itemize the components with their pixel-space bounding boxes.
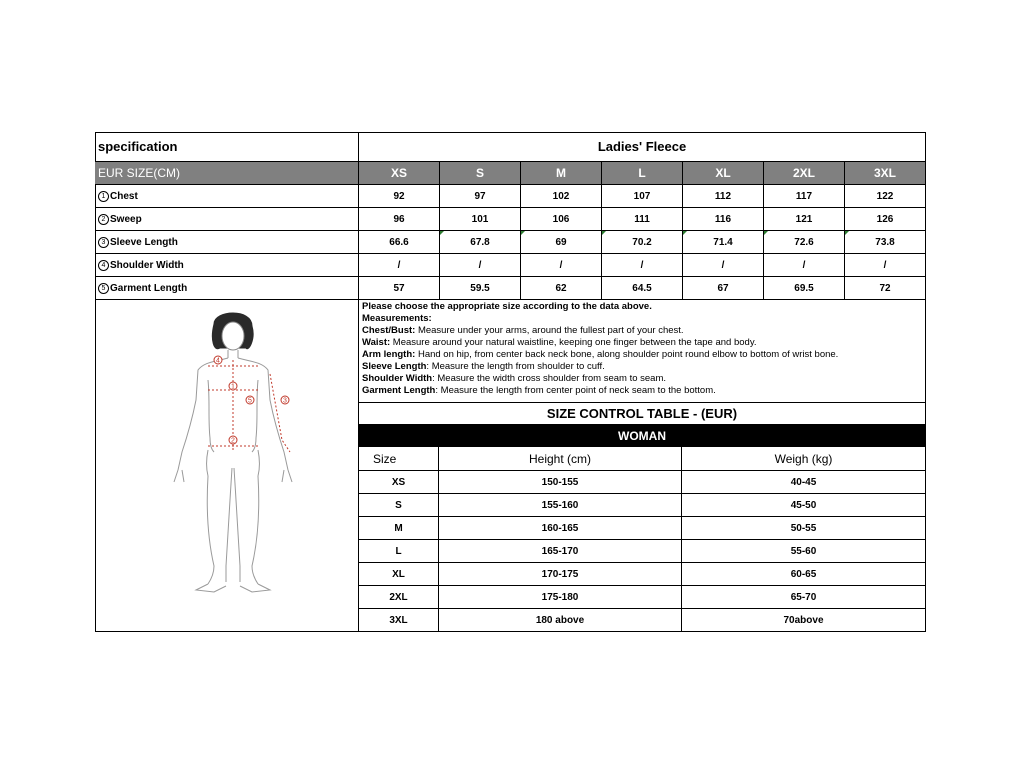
notes-intro: Please choose the appropriate size according to the data above. [362,301,652,312]
control-header-2: Weigh (kg) [682,447,926,471]
spec-value-cell: 66.6 [359,231,440,254]
spec-row-name: Chest [110,190,138,202]
size-header-2: M [521,162,602,185]
cell-note-marker [602,231,606,235]
spec-value-cell: 101 [440,208,521,231]
spec-value-cell: 57 [359,277,440,300]
product-title: Ladies' Fleece [359,132,926,162]
marker-1: 1 [231,383,235,391]
spec-row-label [95,208,359,231]
spec-value-cell: 71.4 [683,231,764,254]
cell-note-marker [440,231,444,235]
control-cell: 65-70 [682,586,926,609]
marker-5: 5 [248,397,252,405]
spec-value-cell: 59.5 [440,277,521,300]
control-cell: 160-165 [439,517,682,540]
spec-value-cell: 112 [683,185,764,208]
spec-value-cell: 111 [602,208,683,231]
control-cell: 175-180 [439,586,682,609]
control-table-title: SIZE CONTROL TABLE - (EUR) [359,403,926,425]
spec-row-name: Sweep [110,213,142,225]
control-cell: 45-50 [682,494,926,517]
spec-value-cell: 121 [764,208,845,231]
control-cell: 170-175 [439,563,682,586]
note-text: : Measure the width cross shoulder from seam to seam. [432,373,667,384]
spec-value-cell: 96 [359,208,440,231]
spec-value-cell: 97 [440,185,521,208]
size-header-5: 2XL [764,162,845,185]
spec-value-cell: 69.5 [764,277,845,300]
spec-value-cell: 117 [764,185,845,208]
size-header-3: L [602,162,683,185]
spec-value-cell: 67.8 [440,231,521,254]
spec-row-label [95,231,359,254]
spec-value-cell: / [683,254,764,277]
note-text: : Measure the length from center point of neck seam to the bottom. [435,385,716,396]
size-header-0: XS [359,162,440,185]
control-cell: 165-170 [439,540,682,563]
note-items [362,325,922,397]
spec-value-cell: 116 [683,208,764,231]
cell-note-marker [683,231,687,235]
control-cell: 70above [682,609,926,632]
control-cell: 180 above [439,609,682,632]
spec-value-cell: / [359,254,440,277]
measurement-notes [359,300,926,403]
spec-value-cell: 72 [845,277,926,300]
size-chart-sheet [95,132,926,632]
spec-value-cell: 67 [683,277,764,300]
row-number-icon: 5 [98,283,109,294]
note-item [362,349,922,361]
spec-value-cell: 126 [845,208,926,231]
woman-body-outline-icon [96,300,358,630]
size-header-4: XL [683,162,764,185]
row-number-icon: 2 [98,214,109,225]
control-cell: 40-45 [682,471,926,494]
marker-4: 4 [216,357,220,365]
note-term: Shoulder Width [362,373,433,384]
note-term: Sleeve Length [362,361,427,372]
woman-banner: WOMAN [359,425,926,447]
note-term: Chest/Bust: [362,325,416,336]
note-term: Garment Length [362,385,436,396]
notes-heading: Measurements: [362,313,432,324]
spec-value-cell: / [521,254,602,277]
spec-value-cell: 73.8 [845,231,926,254]
spec-value-cell: / [845,254,926,277]
spec-value-cell: 69 [521,231,602,254]
control-header-1: Height (cm) [439,447,682,471]
spec-row-name: Shoulder Width [110,259,184,271]
spec-value-cell: / [764,254,845,277]
spec-row-name: Garment Length [110,282,188,294]
spec-value-cell: 106 [521,208,602,231]
note-item [362,373,922,385]
size-header-label: EUR SIZE(CM) [95,162,359,185]
spec-row-name: Sleeve Length [110,236,178,248]
spec-value-cell: 92 [359,185,440,208]
control-cell: 50-55 [682,517,926,540]
spec-value-cell: 122 [845,185,926,208]
note-text: Measure under your arms, around the fullest part of your chest. [415,325,684,336]
spec-value-cell: 64.5 [602,277,683,300]
control-cell: 155-160 [439,494,682,517]
spec-row-label [95,254,359,277]
control-cell: L [359,540,439,563]
figure-cell [95,300,359,632]
spec-row-label [95,185,359,208]
spec-value-cell: 107 [602,185,683,208]
control-cell: 2XL [359,586,439,609]
row-number-icon: 1 [98,191,109,202]
spec-value-cell: / [602,254,683,277]
spec-value-cell: 102 [521,185,602,208]
spec-value-cell: 70.2 [602,231,683,254]
note-item [362,385,922,397]
row-number-icon: 4 [98,260,109,271]
spec-row-label [95,277,359,300]
size-header-1: S [440,162,521,185]
cell-note-marker [764,231,768,235]
marker-3: 3 [283,397,287,405]
cell-note-marker [845,231,849,235]
control-cell: 60-65 [682,563,926,586]
spec-corner-label: specification [95,132,359,162]
note-item [362,361,922,373]
note-term: Arm length: [362,349,416,360]
note-item [362,337,922,349]
note-text: Hand on hip, from center back neck bone, along shoulder point round elbow to bottom of wrist bone. [415,349,839,360]
note-item [362,325,922,337]
note-text: Measure around your natural waistline, keeping one finger between the tape and body. [390,337,757,348]
control-cell: 55-60 [682,540,926,563]
note-text: : Measure the length from shoulder to cuff. [426,361,605,372]
control-cell: M [359,517,439,540]
spec-value-cell: / [440,254,521,277]
note-term: Waist: [362,337,391,348]
spec-value-cell: 62 [521,277,602,300]
control-cell: 3XL [359,609,439,632]
cell-note-marker [521,231,525,235]
size-header-6: 3XL [845,162,926,185]
control-cell: 150-155 [439,471,682,494]
marker-2: 2 [231,437,235,445]
control-header-0: Size [359,447,439,471]
control-cell: XL [359,563,439,586]
row-number-icon: 3 [98,237,109,248]
control-cell: XS [359,471,439,494]
control-cell: S [359,494,439,517]
spec-value-cell: 72.6 [764,231,845,254]
